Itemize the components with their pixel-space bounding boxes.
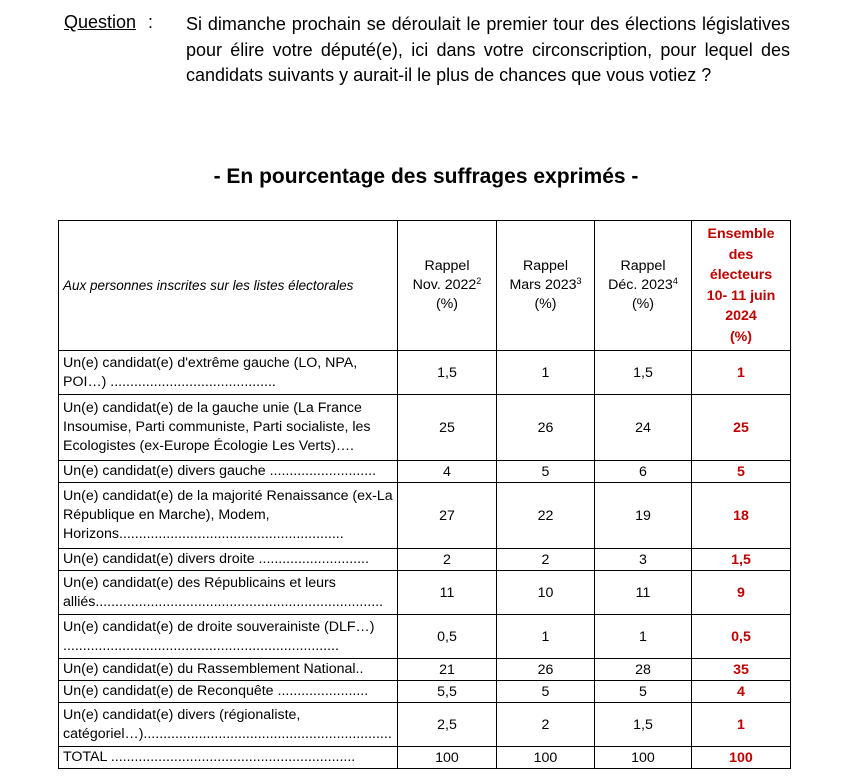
row-label: Un(e) candidat(e) d'extrême gauche (LO, NPA, POI…) .......................................... <box>59 351 398 395</box>
cell-value-highlight: 35 <box>692 659 791 681</box>
table-row <box>59 461 791 483</box>
column-header-juin-2024 <box>692 221 791 351</box>
cell-value-highlight: 1 <box>692 703 791 747</box>
row-label: Un(e) candidat(e) de Reconquête ....................... <box>59 681 398 703</box>
cell-value: 3 <box>595 549 692 571</box>
column-header-line: des <box>728 246 754 263</box>
footnote-marker: 3 <box>576 276 582 286</box>
question-colon: : <box>148 12 154 32</box>
total-row <box>59 747 791 769</box>
cell-value: 100 <box>595 747 692 769</box>
cell-value: 1,5 <box>595 351 692 395</box>
cell-value: 11 <box>398 571 497 615</box>
cell-value: 26 <box>497 395 595 461</box>
table-row <box>59 659 791 681</box>
row-label: Un(e) candidat(e) de droite souverainiste (DLF…) ...................................................................... <box>59 615 398 659</box>
cell-value: 5 <box>497 461 595 483</box>
column-header-line: Rappel <box>620 258 666 274</box>
column-header-line: Mars 2023$^3$ <box>509 276 582 293</box>
row-label: Un(e) candidat(e) de la majorité Renaissance (ex-La République en Marche), Modem, Horizons......................................................... <box>59 483 398 549</box>
column-header-line: Rappel <box>523 258 568 274</box>
column-header-line: Ensemble <box>707 226 775 242</box>
column-header-dec-2023 <box>595 221 692 351</box>
row-label: Un(e) candidat(e) divers (régionaliste, catégoriel…)............................................................... <box>59 703 398 747</box>
column-header-line: 10- 11 juin <box>706 287 776 304</box>
column-header-line: (%) <box>534 296 557 312</box>
table-row <box>59 615 791 659</box>
column-header-line: (%) <box>631 296 655 312</box>
cell-value: 1 <box>595 615 692 659</box>
cell-value: 25 <box>398 395 497 461</box>
cell-value: 1,5 <box>398 351 497 395</box>
cell-value-highlight: 5 <box>692 461 791 483</box>
cell-value: 28 <box>595 659 692 681</box>
cell-value-highlight: 4 <box>692 681 791 703</box>
cell-value: 5 <box>595 681 692 703</box>
cell-value: 2 <box>497 549 595 571</box>
cell-value: 2 <box>497 703 595 747</box>
table-row <box>59 395 791 461</box>
cell-value: 22 <box>497 483 595 549</box>
cell-value: 4 <box>398 461 497 483</box>
cell-value: 1 <box>497 615 595 659</box>
question-text: Si dimanche prochain se déroulait le premier tour des élections législatives pour élire votre député(e), ici dans votre circonscription, pour lequel des candidats suivants y aurait-il le plus de chances que vous votiez ? <box>186 14 790 85</box>
footnote-marker: 4 <box>672 276 678 286</box>
cell-value: 19 <box>595 483 692 549</box>
cell-value-highlight: 1,5 <box>692 549 791 571</box>
cell-value: 100 <box>497 747 595 769</box>
cell-value: 21 <box>398 659 497 681</box>
row-label: Un(e) candidat(e) divers gauche ........................... <box>59 461 398 483</box>
row-label: Un(e) candidat(e) du Rassemblement National.. <box>59 659 398 681</box>
cell-value: 10 <box>497 571 595 615</box>
row-label: TOTAL .............................................................. <box>59 747 398 769</box>
header-label: Aux personnes inscrites sur les listes électorales <box>59 221 398 351</box>
column-header-line: Rappel <box>424 258 470 274</box>
cell-value: 24 <box>595 395 692 461</box>
cell-value: 0,5 <box>398 615 497 659</box>
subtitle: - En pourcentage des suffrages exprimés - <box>213 165 639 188</box>
cell-value-highlight: 9 <box>692 571 791 615</box>
cell-value: 2 <box>398 549 497 571</box>
cell-value: 1,5 <box>595 703 692 747</box>
cell-value: 100 <box>398 747 497 769</box>
cell-value: 1 <box>497 351 595 395</box>
table-row <box>59 703 791 747</box>
row-label: Un(e) candidat(e) divers droite ............................ <box>59 549 398 571</box>
column-header-line: (%) <box>729 328 753 345</box>
column-header-line: (%) <box>435 296 459 312</box>
column-header-line: Nov. 2022$^2$ <box>412 276 482 293</box>
column-header-nov-2022 <box>398 221 497 351</box>
table-row <box>59 681 791 703</box>
row-label: Un(e) candidat(e) de la gauche unie (La France Insoumise, Parti communiste, Parti socialiste, les Ecologistes (ex-Europe Écologie Les Verts)…. <box>59 395 398 461</box>
cell-value: 26 <box>497 659 595 681</box>
row-label: Un(e) candidat(e) des Républicains et leurs alliés......................................................................... <box>59 571 398 615</box>
column-header-mars-2023 <box>497 221 595 351</box>
cell-value-highlight: 100 <box>692 747 791 769</box>
header-row <box>59 221 791 351</box>
table-row <box>59 483 791 549</box>
cell-value: 27 <box>398 483 497 549</box>
cell-value-highlight: 0,5 <box>692 615 791 659</box>
column-header-line: Déc. 2023$^4$ <box>608 276 678 293</box>
cell-value: 5,5 <box>398 681 497 703</box>
column-header-line: électeurs <box>709 267 773 283</box>
cell-value: 6 <box>595 461 692 483</box>
table-row <box>59 351 791 395</box>
column-header-line: 2024 <box>725 308 757 324</box>
table-row <box>59 549 791 571</box>
cell-value-highlight: 18 <box>692 483 791 549</box>
cell-value-highlight: 25 <box>692 395 791 461</box>
question-label: Question <box>64 12 137 32</box>
cell-value-highlight: 1 <box>692 351 791 395</box>
results-table <box>58 220 791 769</box>
cell-value: 11 <box>595 571 692 615</box>
table-row <box>59 571 791 615</box>
cell-value: 2,5 <box>398 703 497 747</box>
cell-value: 5 <box>497 681 595 703</box>
footnote-marker: 2 <box>476 276 482 286</box>
